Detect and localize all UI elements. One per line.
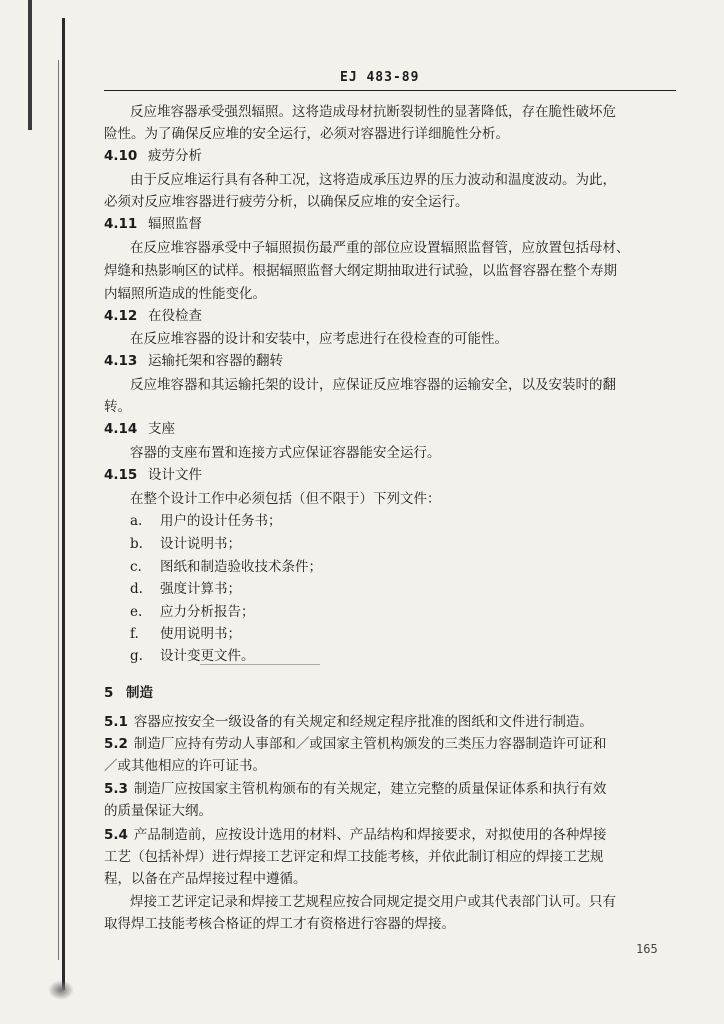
section-heading [104, 147, 202, 165]
binding-line [58, 60, 59, 960]
clause-line: ／或其他相应的许可证书。 [104, 758, 266, 774]
clause [104, 826, 676, 844]
list-item [130, 512, 282, 530]
chapter-number: 5 [104, 685, 114, 701]
list-text: 设计说明书； [160, 536, 241, 552]
clause-text: 制造厂应按国家主管机构颁布的有关规定，建立完整的质量保证体系和执行有效 [133, 781, 607, 797]
list-item [130, 558, 322, 576]
paragraph-line: 焊接工艺评定记录和焊接工艺规程应按合同规定提交用户或其代表部门认可。只有 [130, 894, 616, 910]
clause-number: 5.1 [104, 714, 128, 730]
paragraph-line: 在整个设计工作中必须包括（但不限于）下列文件： [130, 491, 441, 507]
paragraph-line: 转。 [104, 399, 131, 415]
paragraph-line: 反应堆容器和其运输托架的设计，应保证反应堆容器的运输安全，以及安装时的翻 [130, 377, 616, 393]
binding-edge [62, 18, 65, 990]
paragraph-line: 内辐照所造成的性能变化。 [104, 286, 266, 302]
list-text: 设计变更文件。 [160, 648, 255, 664]
list-text: 强度计算书； [160, 581, 241, 597]
header-rule [104, 90, 676, 91]
list-text: 图纸和制造验收技术条件； [160, 559, 322, 575]
chapter-title: 制造 [126, 685, 153, 701]
chapter-heading [104, 684, 153, 702]
section-number: 4.10 [104, 148, 138, 164]
paragraph-line: 在反应堆容器承受中子辐照损伤最严重的部位应设置辐照监督管，应放置包括母材、 [130, 240, 630, 256]
clause-number: 5.2 [104, 736, 128, 752]
section-title: 在役检查 [148, 308, 202, 324]
paragraph-line: 险性。为了确保反应堆的安全运行，必须对容器进行详细脆性分析。 [104, 126, 509, 142]
paragraph-line: 焊缝和热影响区的试样。根据辐照监督大纲定期抽取进行试验，以监督容器在整个寿期 [104, 263, 617, 279]
list-marker: d. [130, 581, 143, 597]
clause-line: 程，以备在产品焊接过程中遵循。 [104, 871, 307, 887]
section-title: 辐照监督 [148, 216, 202, 232]
list-text: 使用说明书； [160, 626, 241, 642]
list-marker: e. [130, 604, 143, 620]
paragraph-line: 由于反应堆运行具有各种工况，这将造成承压边界的压力波动和温度波动。为此， [130, 172, 616, 188]
paragraph-line: 反应堆容器承受强烈辐照。这将造成母材抗断裂韧性的显著降低，存在脆性破坏危 [130, 104, 616, 120]
paragraph-line: 必须对反应堆容器进行疲劳分析，以确保反应堆的安全运行。 [104, 194, 469, 210]
list-item [130, 603, 255, 621]
section-number: 4.15 [104, 467, 138, 483]
list-item [130, 580, 241, 598]
section-number: 4.12 [104, 308, 138, 324]
clause-text: 产品制造前，应按设计选用的材料、产品结构和焊接要求，对拟使用的各种焊接 [133, 827, 607, 843]
list-item [130, 535, 241, 553]
section-heading [104, 466, 202, 484]
clause-line: 工艺（包括补焊）进行焊接工艺评定和焊工技能考核，并依此制订相应的焊接工艺规 [104, 849, 604, 865]
section-title: 疲劳分析 [148, 148, 202, 164]
list-text: 应力分析报告； [160, 604, 255, 620]
binding-shadow [28, 0, 32, 130]
section-heading [104, 215, 202, 233]
list-marker: f. [130, 626, 139, 642]
list-item [130, 647, 255, 665]
list-marker: b. [130, 536, 143, 552]
section-title: 运输托架和容器的翻转 [148, 353, 283, 369]
list-marker: g. [130, 648, 143, 664]
page-header: EJ 483-89 [340, 70, 420, 85]
clause-line: 的质量保证大纲。 [104, 803, 212, 819]
clause [104, 713, 676, 731]
list-marker: c. [130, 559, 142, 575]
page-number: 165 [636, 942, 658, 956]
paragraph-line: 容器的支座布置和连接方式应保证容器能安全运行。 [130, 445, 441, 461]
clause-text: 容器应按安全一级设备的有关规定和经规定程序批准的图纸和文件进行制造。 [133, 714, 593, 730]
clause-number: 5.4 [104, 827, 128, 843]
clause-number: 5.3 [104, 781, 128, 797]
section-heading [104, 352, 283, 370]
list-text: 用户的设计任务书； [160, 513, 282, 529]
section-number: 4.14 [104, 421, 138, 437]
clause [104, 780, 676, 798]
list-marker: a. [130, 513, 143, 529]
section-number: 4.13 [104, 353, 138, 369]
paragraph-line: 在反应堆容器的设计和安装中，应考虑进行在役检查的可能性。 [130, 331, 508, 347]
clause-text: 制造厂应持有劳动人事部和／或国家主管机构颁发的三类压力容器制造许可证和 [133, 736, 607, 752]
section-number: 4.11 [104, 216, 138, 232]
divider [200, 664, 320, 665]
section-title: 设计文件 [148, 467, 202, 483]
section-title: 支座 [148, 421, 175, 437]
section-heading [104, 420, 175, 438]
section-heading [104, 307, 202, 325]
paragraph-line: 取得焊工技能考核合格证的焊工才有资格进行容器的焊接。 [104, 916, 455, 932]
clause [104, 735, 676, 753]
scan-smudge [48, 980, 74, 1000]
list-item [130, 625, 241, 643]
